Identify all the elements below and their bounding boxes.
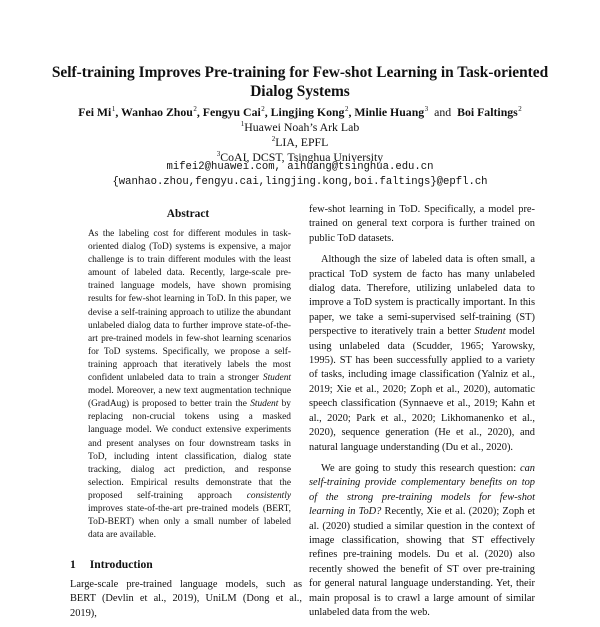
author-affiliation-mark: 2: [518, 105, 522, 113]
author-name: Wanhao Zhou: [121, 105, 193, 119]
author-conjunction: and: [434, 105, 452, 119]
intro-paragraph-left: Large-scale pre-trained language models, such as BERT (Devlin et al., 2019), UniLM (Dong et al., 2019),: [70, 579, 302, 619]
paragraph-text: model using unlabeled data (Scudder, 1965; Yarowsky, 1995). ST has been successfully applied to a variety of tasks, including image classification (Yalniz et al., 2019; Xie et al., 2020; Zoph et al., 2020), automatic speech classification (Synnaeve et al., 2019; Kahn et al., 2020; Park et al., 2020; Likhomanenko et al., 2020), sequence generation (He et al., 2020), and natural language understanding (Du et al., 2020).: [309, 326, 535, 453]
abstract-text: by replacing non-crucial tokens using a masked language model. We conduct extensive experiments and present analyses on four downstream tasks in ToD, including intent classification, dialog state tracking, dialog act prediction, and response selection. Empirical results demonstrate that the proposed self-training approach: [88, 399, 291, 501]
paragraph-emphasis: can self-training provide complementary benefits on top of the strong pre-training models for few-shot learning in ToD?: [309, 462, 535, 518]
section-heading-introduction: [70, 558, 153, 571]
affiliation-mark: 2: [271, 135, 276, 143]
author-affiliation-mark: 1: [111, 105, 116, 113]
paragraph: [309, 253, 535, 455]
paragraph-text: We are going to study this research question:: [321, 462, 520, 474]
affiliation-mark: 3: [216, 150, 221, 158]
author-list: Fei Mi$^1$, Wanhao Zhou$^2$, Fengyu Cai$^2$, Lingjing Kong$^2$, Minlie Huang$^3$ and Boi Faltings$^2$: [78, 105, 522, 119]
email-line-1: mifei2@huawei.com, aihuang@tsinghua.edu.cn: [166, 161, 434, 173]
author-name: Fei Mi: [78, 105, 112, 119]
abstract-emphasis: Student: [262, 373, 291, 384]
author-name: Lingjing Kong: [270, 105, 345, 119]
paragraph: few-shot learning in ToD. Specifically, a model pre-trained on general text corpora is further trained on public ToD datasets.: [309, 204, 535, 244]
paragraph-text: Although the size of labeled data is often small, a practical ToD system de facto has many unlabeled dialog data. Therefore, utilizing unlabeled data to improve a ToD system is practically important. In this paper, we take a semi-supervised self-training (ST) perspective to iteratively train a better: [309, 254, 535, 338]
abstract-emphasis: consistently: [246, 490, 291, 501]
author-name: Fengyu Cai: [202, 105, 261, 119]
abstract-heading: Abstract: [166, 208, 210, 220]
paper-title: [40, 63, 560, 101]
author-name: Boi Faltings: [457, 105, 518, 119]
affiliation-mark: 1: [240, 120, 245, 128]
section-number: 1: [70, 558, 76, 571]
author-name: Minlie Huang: [354, 105, 425, 119]
section-title: Introduction: [89, 558, 153, 571]
title-line-2: Dialog Systems: [250, 83, 350, 100]
right-column: [309, 203, 535, 627]
email-line-2: {wanhao.zhou,fengyu.cai,lingjing.kong,boi.faltings}@epfl.ch: [112, 176, 488, 188]
title-line-1: Self-training Improves Pre-training for Few-shot Learning in Task-oriented: [51, 64, 549, 81]
author-affiliation-mark: 3: [424, 105, 429, 113]
abstract-text: improves state-of-the-art pre-trained models (BERT, ToD-BERT) when only a small number of labeled data are available.: [88, 503, 291, 541]
affiliation-text: CoAI, DCST, Tsinghua University: [220, 150, 384, 164]
affiliation-text: Huawei Noah’s Ark Lab: [244, 120, 360, 134]
affiliation-text: LIA, EPFL: [275, 135, 329, 149]
author-affiliation-mark: 2: [193, 105, 197, 113]
abstract-text: As the labeling cost for different modules in task-oriented dialog (ToD) systems is expensive, a major challenge is to train different modules with the least amount of labeled data. Recently, large-scale pre-trained language models, have shown promising results for few-shot learning in ToD. In this paper, we devise a self-training approach to utilize the abundant unlabeled dialog data to further improve state-of-the-art pre-trained models in few-shot learning scenarios for ToD systems. Specifically, we propose a self-training approach that iteratively labels the most confident unlabeled data to train a stronger: [88, 229, 291, 384]
author-affiliation-mark: 2: [344, 105, 349, 113]
author-affiliation-mark: 2: [261, 105, 265, 113]
paragraph-text: Recently, Xie et al. (2020); Zoph et al. (2020) studied a similar question in the context of image classification, showing that ST effectively refines pre-training models. Du et al. (2020) also recently showed the benefit of ST over pre-training for general natural language understanding. Yet, their main proposal is to crawl a large amount of similar unlabeled data from the web.: [309, 506, 535, 618]
paragraph: [309, 462, 535, 620]
abstract-emphasis: Student: [250, 399, 279, 410]
paragraph-emphasis: Student: [474, 326, 506, 338]
abstract-body: [88, 228, 291, 542]
abstract-text: model. Moreover, a new text augmentation technique (GradAug) is proposed to better train the: [88, 386, 291, 410]
